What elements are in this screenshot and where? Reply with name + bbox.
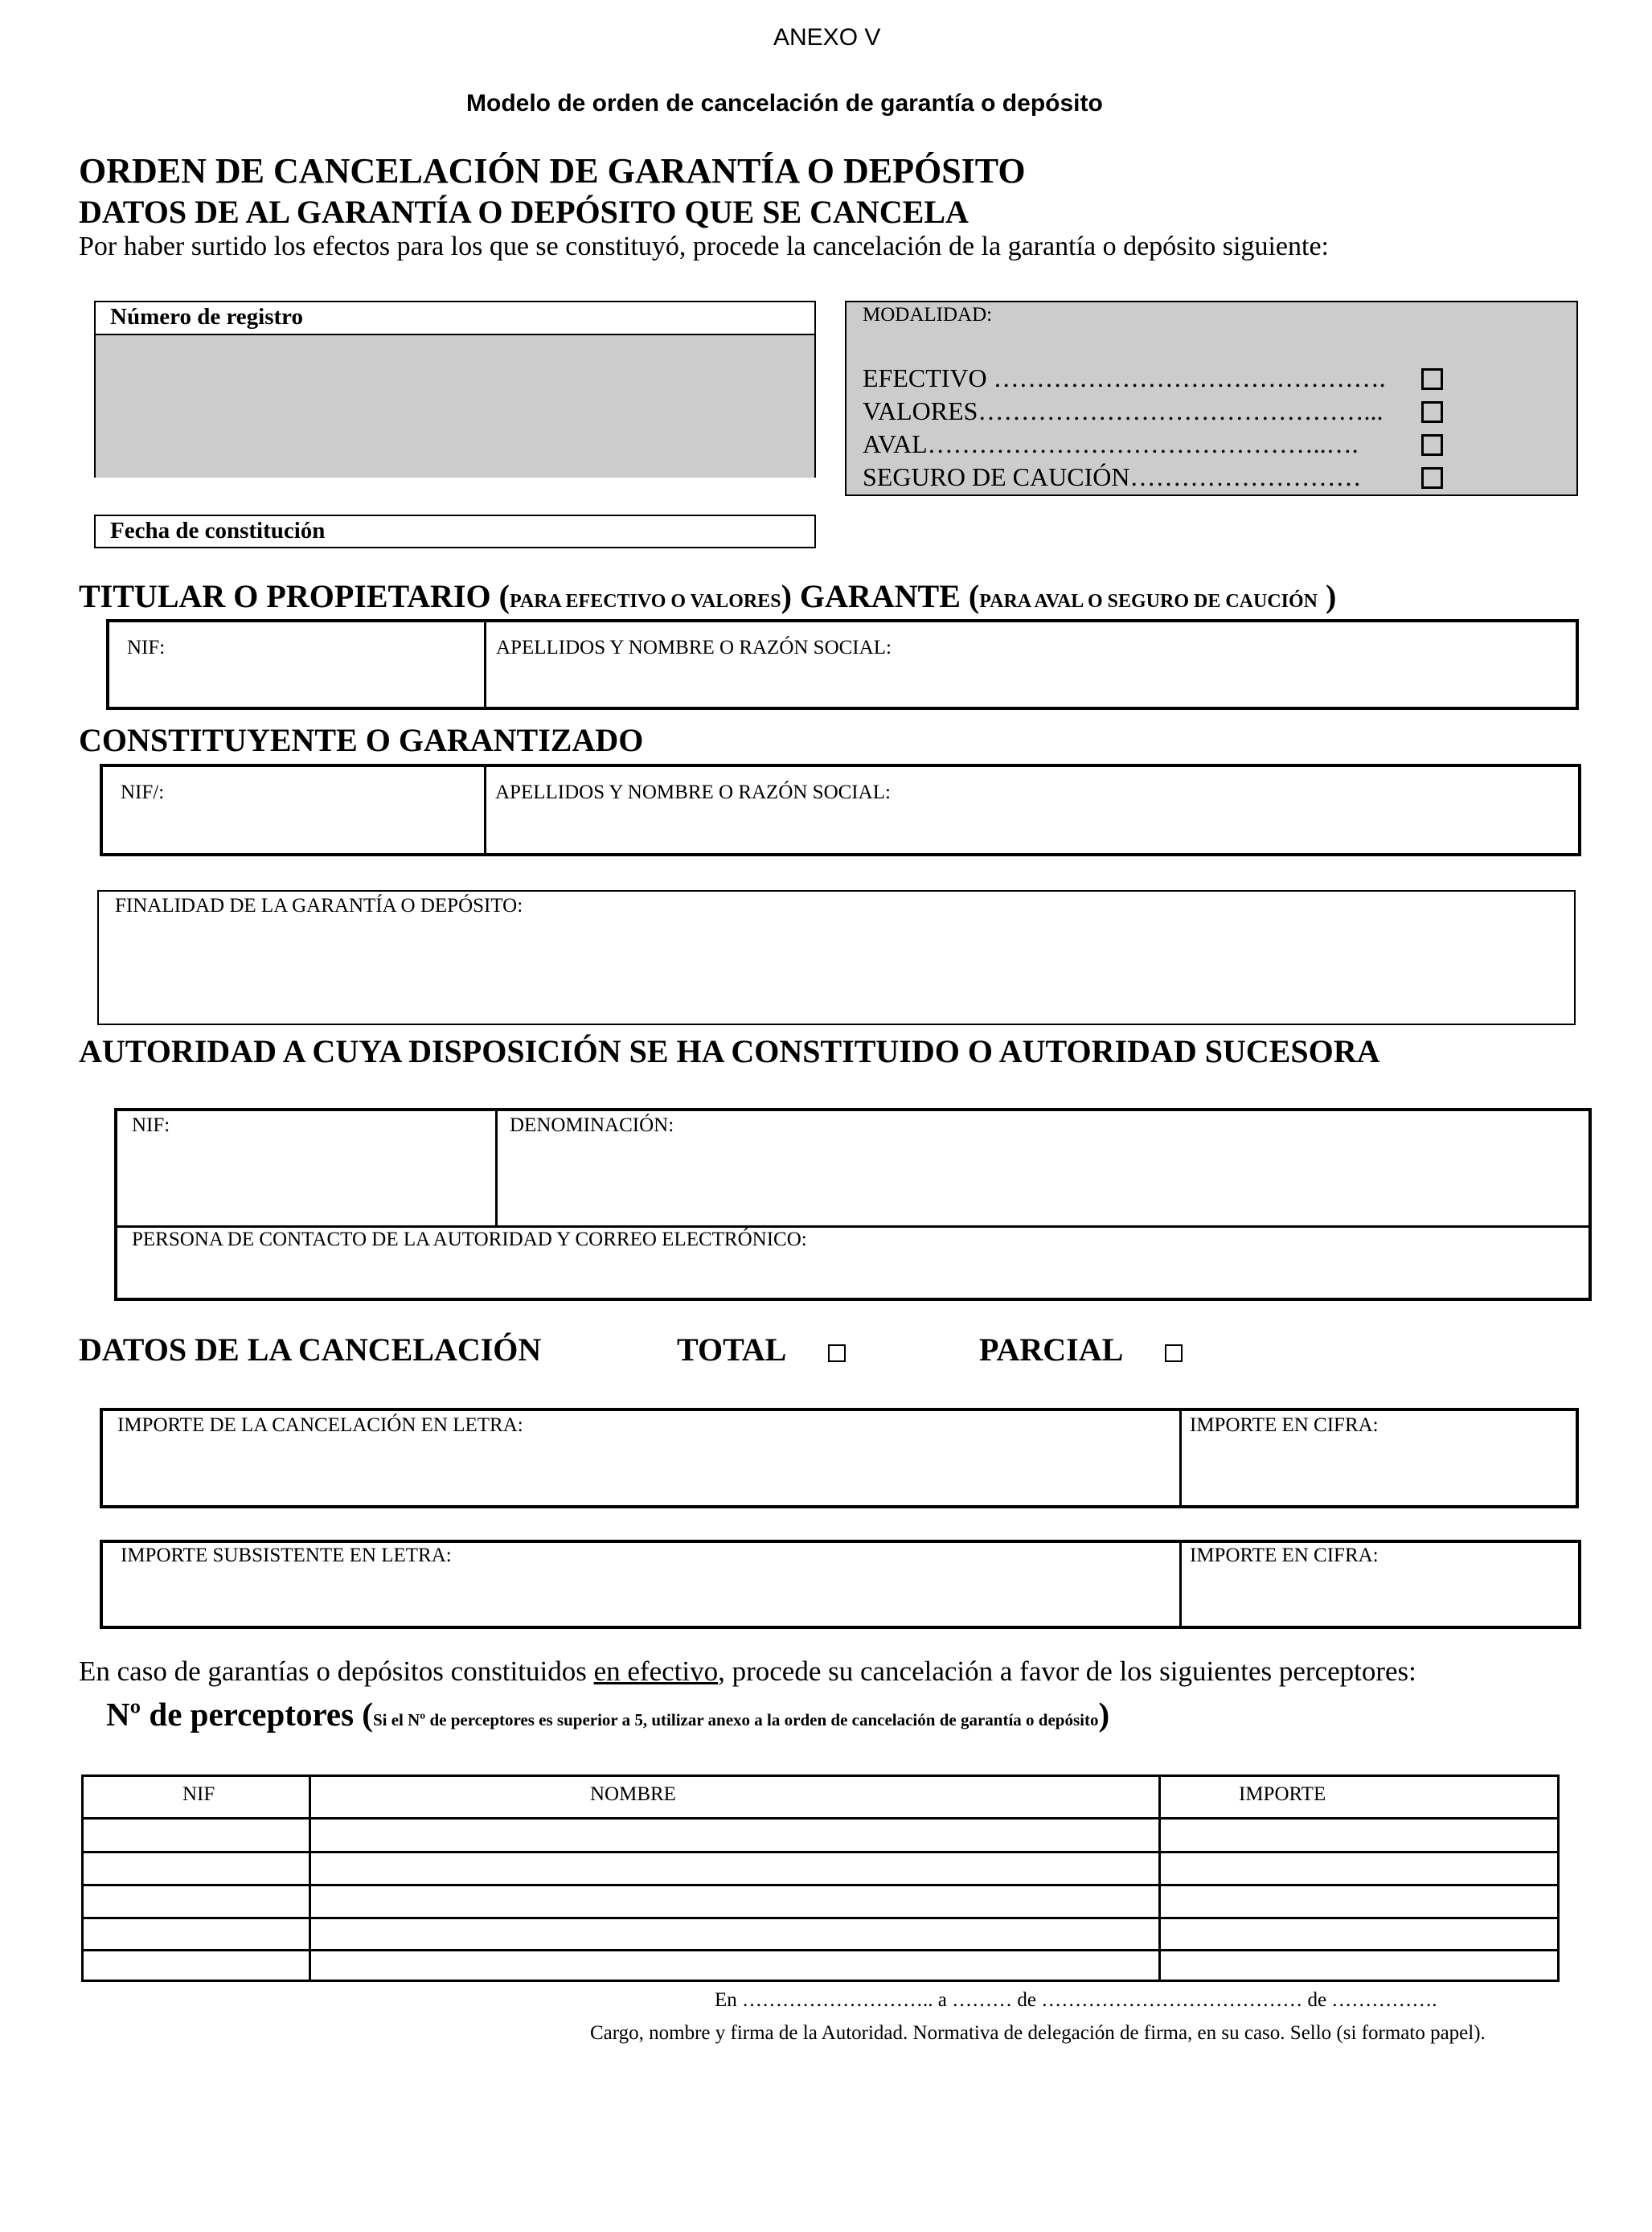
numero-registro-label: Número de registro xyxy=(110,304,304,330)
titular-heading-e: ) xyxy=(1318,578,1337,614)
importe-letra-label: IMPORTE DE LA CANCELACIÓN EN LETRA: xyxy=(117,1414,523,1436)
titular-nif-label: NIF: xyxy=(127,637,166,659)
perceptores-intro-a: En caso de garantías o depósitos constituidos xyxy=(79,1656,594,1687)
perceptores-col-nombre: NOMBRE xyxy=(590,1783,676,1805)
titular-heading-d: PARA AVAL O SEGURO DE CAUCIÓN xyxy=(979,591,1318,612)
seguro-label: SEGURO DE CAUCIÓN……………………… xyxy=(863,462,1362,491)
section-title-datos: DATOS DE AL GARANTÍA O DEPÓSITO QUE SE CANCELA xyxy=(79,194,969,230)
autoridad-row-divider xyxy=(117,1225,1588,1228)
signature-caption: Cargo, nombre y firma de la Autoridad. Normativa de delegación de firma, en su caso. Sello (si formato papel). xyxy=(590,2022,1486,2044)
parcial-checkbox[interactable] xyxy=(1165,1344,1183,1362)
numero-registro-box xyxy=(94,301,816,478)
fecha-constitucion-label: Fecha de constitución xyxy=(110,518,326,544)
autoridad-divider xyxy=(495,1111,498,1225)
perceptores-col-importe: IMPORTE xyxy=(1239,1783,1326,1805)
numero-registro-field[interactable] xyxy=(96,334,814,478)
perceptores-header-divider xyxy=(84,1817,1557,1820)
seguro-checkbox[interactable] xyxy=(1421,467,1443,489)
modalidad-option-valores[interactable] xyxy=(863,396,1570,429)
titular-heading-a: TITULAR O PROPIETARIO ( xyxy=(79,578,510,614)
finalidad-box[interactable] xyxy=(97,890,1576,1025)
perceptores-intro xyxy=(79,1656,1416,1688)
importe-subsistente-divider xyxy=(1179,1543,1182,1626)
perceptores-heading xyxy=(106,1695,1109,1733)
valores-checkbox[interactable] xyxy=(1421,401,1443,423)
perceptores-row-divider xyxy=(84,1949,1557,1951)
titular-nombre-label: APELLIDOS Y NOMBRE O RAZÓN SOCIAL: xyxy=(496,637,892,659)
total-option[interactable] xyxy=(677,1331,846,1368)
autoridad-table xyxy=(114,1108,1592,1301)
valores-label: VALORES………………………………………... xyxy=(863,396,1383,425)
annex-label: ANEXO V xyxy=(773,24,881,51)
finalidad-label: FINALIDAD DE LA GARANTÍA O DEPÓSITO: xyxy=(115,895,523,917)
total-checkbox[interactable] xyxy=(828,1344,846,1362)
form-subtitle: Modelo de orden de cancelación de garantía o depósito xyxy=(466,90,1103,117)
perceptores-row-divider xyxy=(84,1884,1557,1886)
titular-table xyxy=(106,619,1579,710)
form-title: ORDEN DE CANCELACIÓN DE GARANTÍA O DEPÓSITO xyxy=(79,151,1026,191)
modalidad-label: MODALIDAD: xyxy=(863,304,993,326)
section-title-autoridad: AUTORIDAD A CUYA DISPOSICIÓN SE HA CONSTITUIDO O AUTORIDAD SUCESORA xyxy=(79,1033,1380,1069)
importe-cifra-label: IMPORTE EN CIFRA: xyxy=(1190,1414,1379,1436)
section-title-constituyente: CONSTITUYENTE O GARANTIZADO xyxy=(79,722,644,758)
total-label: TOTAL xyxy=(677,1331,785,1368)
importe-cancelacion-table xyxy=(100,1408,1579,1508)
modalidad-box xyxy=(845,301,1578,496)
modalidad-option-efectivo[interactable] xyxy=(863,363,1570,396)
titular-heading-b: PARA EFECTIVO O VALORES xyxy=(509,591,781,612)
place-date-line: En ……………………….. a ……… de ………………………………… de ……………. xyxy=(715,1989,1437,2011)
modalidad-option-aval[interactable] xyxy=(863,429,1570,462)
autoridad-contacto-label: PERSONA DE CONTACTO DE LA AUTORIDAD Y CORREO ELECTRÓNICO: xyxy=(132,1229,807,1250)
modalidad-option-seguro[interactable] xyxy=(863,462,1570,494)
importe-subsistente-table xyxy=(100,1540,1581,1629)
constituyente-nombre-label: APELLIDOS Y NOMBRE O RAZÓN SOCIAL: xyxy=(495,782,891,803)
titular-divider xyxy=(484,622,486,707)
efectivo-checkbox[interactable] xyxy=(1421,368,1443,390)
efectivo-label: EFECTIVO ………………………………………. xyxy=(863,363,1386,392)
perceptores-row-divider xyxy=(84,1917,1557,1919)
importe-cancelacion-divider xyxy=(1179,1411,1182,1505)
section-title-cancelacion: DATOS DE LA CANCELACIÓN xyxy=(79,1331,542,1368)
perceptores-col-nif: NIF xyxy=(182,1783,215,1805)
autoridad-nif-label: NIF: xyxy=(132,1114,170,1136)
perceptores-intro-c: , procede su cancelación a favor de los siguientes perceptores: xyxy=(718,1656,1416,1687)
section-title-titular xyxy=(79,577,1336,615)
constituyente-nif-label: NIF/: xyxy=(121,782,165,803)
perceptores-intro-b: en efectivo xyxy=(593,1656,719,1687)
perceptores-row-divider xyxy=(84,1851,1557,1853)
perceptores-heading-c: ) xyxy=(1098,1696,1110,1733)
titular-heading-c: ) GARANTE ( xyxy=(781,578,980,614)
perceptores-table xyxy=(81,1775,1560,1982)
aval-checkbox[interactable] xyxy=(1421,434,1443,456)
subsistente-cifra-label: IMPORTE EN CIFRA: xyxy=(1190,1545,1379,1566)
fecha-constitucion-box[interactable] xyxy=(94,515,816,548)
intro-text: Por haber surtido los efectos para los que se constituyó, procede la cancelación de la garantía o depósito siguiente: xyxy=(79,232,1329,261)
subsistente-letra-label: IMPORTE SUBSISTENTE EN LETRA: xyxy=(121,1545,452,1566)
parcial-option[interactable] xyxy=(979,1331,1183,1368)
perceptores-heading-a: Nº de perceptores ( xyxy=(106,1696,373,1733)
aval-label: AVAL………………………………………..…. xyxy=(863,429,1359,458)
perceptores-heading-b: Si el Nº de perceptores es superior a 5, utilizar anexo a la orden de cancelación de garantía o depósito xyxy=(372,1710,1099,1729)
autoridad-denominacion-label: DENOMINACIÓN: xyxy=(510,1114,674,1136)
parcial-label: PARCIAL xyxy=(979,1331,1122,1368)
constituyente-divider xyxy=(484,767,486,853)
constituyente-table xyxy=(100,764,1581,856)
